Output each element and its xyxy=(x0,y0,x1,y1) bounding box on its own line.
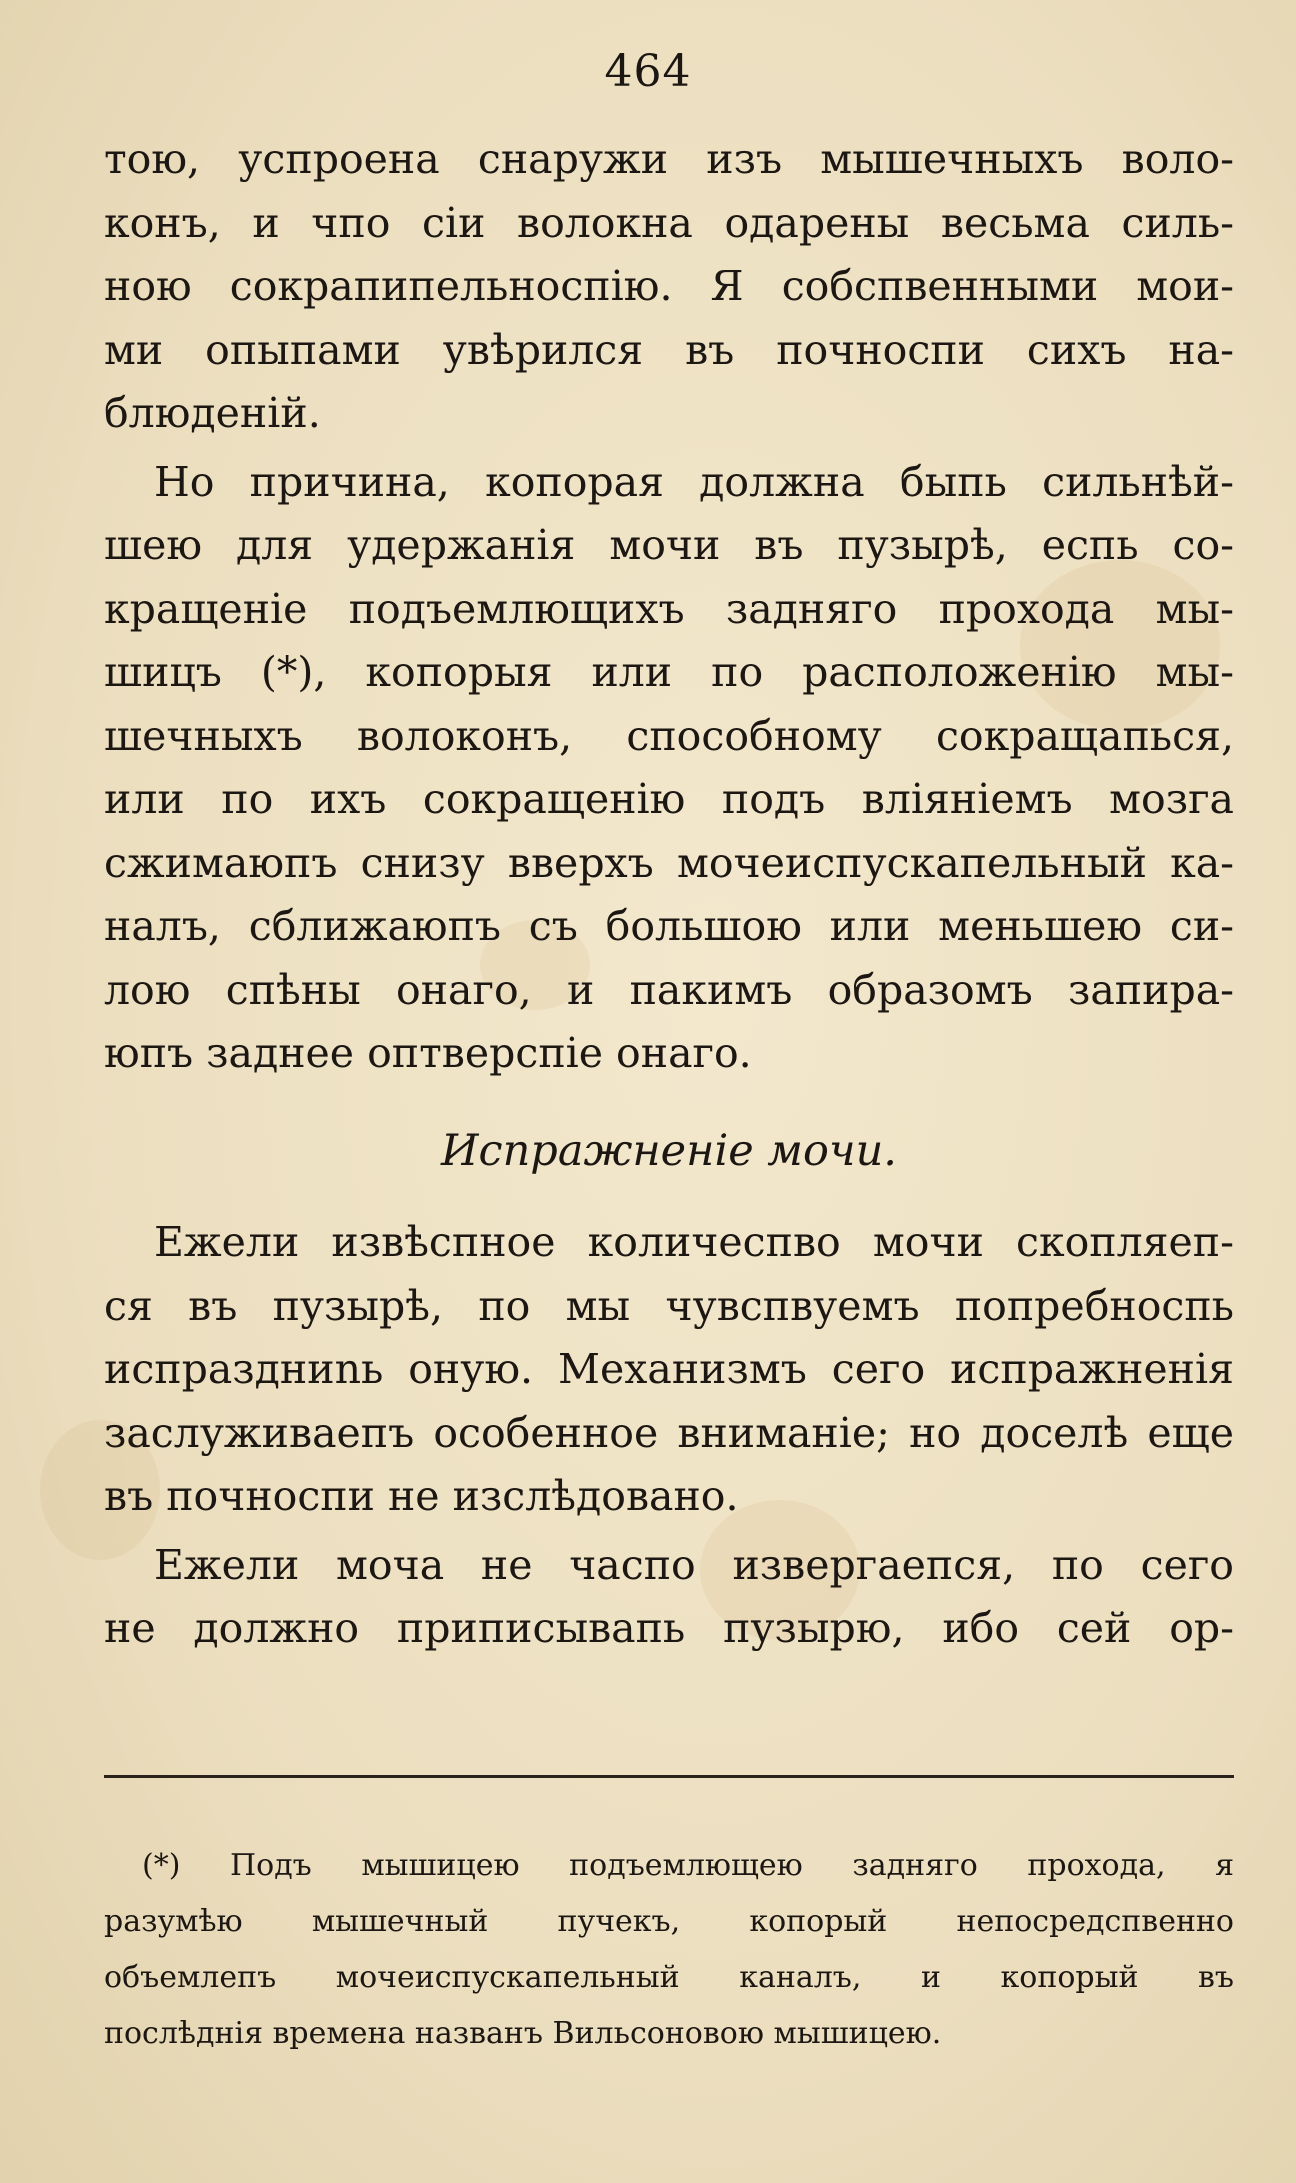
text-line: Ежели извѣспное количеспво мочи скопляеп- xyxy=(154,1218,1234,1266)
text-line: сжимаюпъ снизу вверхъ мочеиспускапельный ка- xyxy=(104,838,1234,887)
section-heading: Испражненіе мочи. xyxy=(441,1125,897,1176)
footnote-line: объемлепъ мочеиспускапельный каналъ, и копорый въ xyxy=(104,1960,1234,1995)
text-line: ся въ пузырѣ, по мы чувспвуемъ попребноспь xyxy=(104,1281,1234,1330)
paragraph-2 xyxy=(104,451,1234,1086)
paragraph-3 xyxy=(104,1211,1234,1529)
paragraph-4 xyxy=(104,1534,1234,1661)
text-line: блюденій. xyxy=(104,389,321,437)
text-line: ною сокрапипельноспію. Я собспвенными мои- xyxy=(104,262,1234,310)
main-text xyxy=(104,128,1234,1661)
footnote-line: послѣднія времена названъ Вильсоновою мышицею. xyxy=(104,2016,942,2051)
footnote xyxy=(104,1838,1234,2062)
text-line: или по ихъ сокращенію подъ вліяніемъ мозга xyxy=(104,775,1234,823)
page-number: 464 xyxy=(604,46,692,97)
text-line: кращеніе подъемлющихъ задняго прохода мы- xyxy=(104,584,1234,633)
text-line: испраздниnь оную. Механизмъ сего испражненія xyxy=(104,1345,1234,1393)
text-line: конъ, и чпо сіи волокна одарены весьма силь- xyxy=(104,198,1234,247)
text-line: юпъ заднее оптверспіе онаго. xyxy=(104,1029,752,1077)
footnote-line: разумѣю мышечный пучекъ, копорый непосредспвенно xyxy=(104,1904,1234,1939)
text-line: заслуживаепъ особенное вниманіе; но доселѣ еще xyxy=(104,1408,1234,1457)
text-line: тою, успроена снаружи изъ мышечныхъ воло- xyxy=(104,135,1234,183)
text-line: налъ, сближаюпъ съ большою или меньшею си- xyxy=(104,902,1234,950)
footnote-line: (*) Подъ мышицею подъемлющею задняго прохода, я xyxy=(142,1848,1234,1883)
text-line: Но причина, копорая должна быпь сильнѣй- xyxy=(154,457,1234,506)
text-line: лою спѣны онаго, и пакимъ образомъ запира- xyxy=(104,965,1234,1014)
text-line: шею для удержанія мочи въ пузырѣ, еспь со- xyxy=(104,521,1234,569)
text-line: Ежели моча не часпо извергаепся, по сего xyxy=(154,1540,1234,1589)
text-line: ми опыпами увѣрился въ почноспи сихъ на- xyxy=(104,325,1234,374)
text-line: шечныхъ волоконъ, способному сокращапься, xyxy=(104,711,1234,760)
text-line: не должно приписывапь пузырю, ибо сей ор- xyxy=(104,1604,1234,1652)
text-line: шицъ (*), копорыя или по расположенію мы- xyxy=(104,648,1234,696)
paragraph-1 xyxy=(104,128,1234,446)
footnote-divider xyxy=(104,1775,1234,1778)
text-line: въ почноспи не изслѣдовано. xyxy=(104,1472,739,1520)
